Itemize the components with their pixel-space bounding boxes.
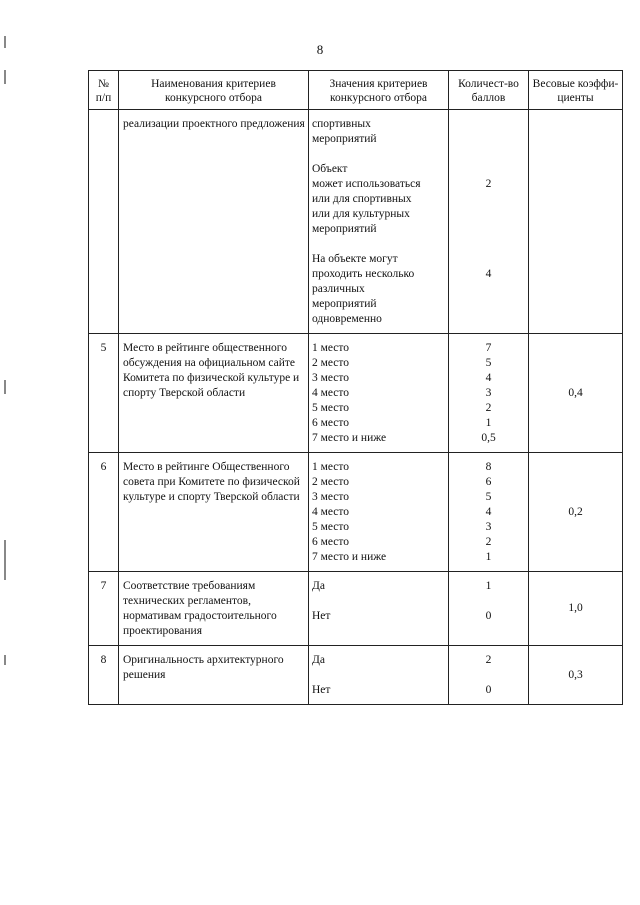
value-line: или для культурных <box>312 208 410 220</box>
points-cell <box>449 646 529 705</box>
row-number-cell <box>89 110 119 334</box>
value-line: 2 место <box>312 476 350 488</box>
value-line: Да <box>312 654 325 666</box>
points-value: 2 <box>485 536 492 548</box>
points-cell <box>449 334 529 453</box>
points-cell <box>449 572 529 646</box>
value-line: 6 место <box>312 536 350 548</box>
points-value: 3 <box>485 521 492 533</box>
points-value: 2 <box>485 402 492 414</box>
value-line: 5 место <box>312 402 350 414</box>
criterion-name-cell: Место в рейтинге Общественного совета при Комитете по физической культуре и спорту Тверской области <box>119 453 309 572</box>
points-cell <box>449 453 529 572</box>
row-number-cell: 5 <box>89 334 119 453</box>
row-number-cell: 6 <box>89 453 119 572</box>
value-line: Да <box>312 580 325 592</box>
criterion-values-cell <box>309 334 449 453</box>
value-line: проходить несколько <box>312 268 415 280</box>
table-row <box>89 646 623 705</box>
points-value: 1 <box>485 551 492 563</box>
criterion-values-cell <box>309 646 449 705</box>
points-value: 6 <box>485 476 492 488</box>
weight-cell: 0,2 <box>529 453 623 572</box>
value-line: Нет <box>312 610 331 622</box>
points-cell <box>449 110 529 334</box>
points-value: 4 <box>485 268 492 280</box>
value-line: спортивных <box>312 118 371 130</box>
points-value: 3 <box>485 387 492 399</box>
table-row <box>89 334 623 453</box>
value-line: Нет <box>312 684 331 696</box>
margin-mark <box>4 540 6 580</box>
value-line: может использоваться <box>312 178 421 190</box>
value-line: 1 место <box>312 461 350 473</box>
value-line: На объекте могут <box>312 253 398 265</box>
table-header-row <box>89 71 623 110</box>
value-line: 3 место <box>312 491 350 503</box>
value-line: 5 место <box>312 521 350 533</box>
points-value: 5 <box>485 357 492 369</box>
table-row <box>89 572 623 646</box>
margin-mark <box>4 655 6 665</box>
row-number-cell: 8 <box>89 646 119 705</box>
points-value: 4 <box>485 506 492 518</box>
criterion-values-cell <box>309 572 449 646</box>
weight-cell <box>529 110 623 334</box>
value-line: мероприятий <box>312 133 377 145</box>
points-value: 4 <box>485 372 492 384</box>
weight-cell: 0,4 <box>529 334 623 453</box>
header-num: № п/п <box>89 71 119 110</box>
value-line: одновременно <box>312 313 382 325</box>
criterion-name-cell: реализации проектного предложения <box>119 110 309 334</box>
points-value: 8 <box>485 461 492 473</box>
points-value: 2 <box>485 654 492 666</box>
points-value: 1 <box>485 417 492 429</box>
value-line: 2 место <box>312 357 350 369</box>
page-number: 8 <box>316 42 324 57</box>
value-line: 3 место <box>312 372 350 384</box>
criterion-values-cell <box>309 453 449 572</box>
points-value: 0 <box>485 684 492 696</box>
header-name: Наименования критериев конкурсного отбора <box>119 71 309 110</box>
weight-cell: 0,3 <box>529 646 623 705</box>
margin-mark <box>4 70 6 84</box>
value-line: 6 место <box>312 417 350 429</box>
points-value: 5 <box>485 491 492 503</box>
table-row <box>89 453 623 572</box>
points-value: 2 <box>485 178 492 190</box>
criterion-values-cell <box>309 110 449 334</box>
value-line: 7 место и ниже <box>312 551 387 563</box>
criterion-name-cell: Место в рейтинге общественного обсуждения на официальном сайте Комитета по физической культуре и спорту Тверской области <box>119 334 309 453</box>
header-points: Количест-во баллов <box>449 71 529 110</box>
row-number-cell: 7 <box>89 572 119 646</box>
table-row <box>89 110 623 334</box>
header-weight: Весовые коэффи-циенты <box>529 71 623 110</box>
value-line: 7 место и ниже <box>312 432 387 444</box>
value-line: Объект <box>312 163 348 175</box>
points-value: 7 <box>485 342 492 354</box>
criteria-table <box>88 70 623 705</box>
points-value: 1 <box>485 580 492 592</box>
points-value: 0,5 <box>481 432 496 444</box>
value-line: различных <box>312 283 365 295</box>
header-values: Значения критериев конкурсного отбора <box>309 71 449 110</box>
margin-mark <box>4 380 6 394</box>
criterion-name-cell: Соответствие требованиям технических регламентов, нормативам градостоительного проектирования <box>119 572 309 646</box>
criterion-name-cell: Оригинальность архитектурного решения <box>119 646 309 705</box>
value-line: мероприятий <box>312 298 377 310</box>
value-line: 1 место <box>312 342 350 354</box>
value-line: 4 место <box>312 387 350 399</box>
points-value: 0 <box>485 610 492 622</box>
value-line: или для спортивных <box>312 193 412 205</box>
value-line: 4 место <box>312 506 350 518</box>
weight-cell: 1,0 <box>529 572 623 646</box>
value-line: мероприятий <box>312 223 377 235</box>
